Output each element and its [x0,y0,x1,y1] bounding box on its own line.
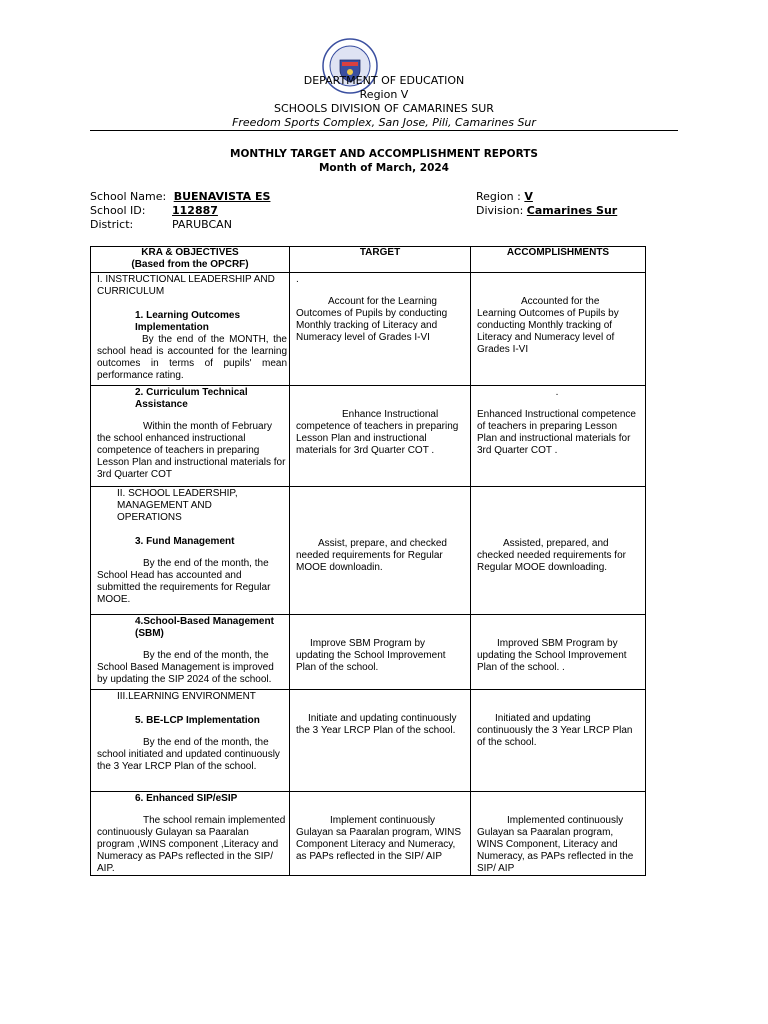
accomplishment-cell [471,386,645,457]
kra-objective: By the end of the MONTH, the school head is accounted for the learning outcomes in terms of pupils' mean performance rating. [97,334,287,381]
table-header-row [91,247,646,273]
region-line [476,190,533,204]
district-label: District: [90,218,134,231]
kra-header [91,247,290,273]
division-name: SCHOOLS DIVISION OF CAMARINES SUR [274,102,494,115]
accomplishment-cell [471,690,645,749]
school-name-value: BUENAVISTA ES [173,190,271,203]
accomplishment-text: Implemented continuously Gulayan sa Paaralan program, WINS Component, Literacy and Numeracy, as PAPs reflected in the SIP/ AIP [477,815,634,874]
kra-objective: By the end of the month, the School Based Management is improved by updating the SIP 2024 of the school. [97,650,274,685]
kra-cell [91,792,289,875]
table-row [91,386,646,487]
school-name-line [90,190,270,204]
target-text: Improve SBM Program by updating the School Improvement Plan of the school. [296,638,446,673]
kra-cell [91,690,289,773]
target-text: Initiate and updating continuously the 3 Year LRCP Plan of the school. [296,713,457,736]
accomplishment-cell [471,487,645,574]
table-row [91,690,646,792]
target-text: Enhance Instructional competence of teachers in preparing Lesson Plan and instructional materials for 3rd Quarter COT . [296,409,459,456]
kra-header-line2: (Based from the OPCRF) [131,259,249,270]
kra-objective: By the end of the month, the School Head has accounted and submitted the requirements for Regular MOOE. [97,558,271,605]
target-cell [290,487,470,574]
kra-heading: 5. BE-LCP Implementation [135,715,260,726]
report-month: Month of March, 2024 [318,162,449,174]
table-row [91,615,646,690]
section-title: II. SCHOOL LEADERSHIP, MANAGEMENT AND OPERATIONS [117,488,238,523]
school-id-label: School ID: [90,204,146,217]
accomplishment-mark: . [555,387,559,398]
division-label: Division: [476,204,524,217]
school-name-label: School Name: [90,190,167,203]
kra-heading: 6. Enhanced SIP/eSIP [135,793,238,804]
kra-heading: 2. Curriculum Technical Assistance [135,387,248,410]
accomplishment-cell [471,792,645,875]
target-text: Implement continuously Gulayan sa Paaralan program, WINS Component Literacy and Numeracy, as PAPs reflected in the SIP/ AIP [296,815,462,862]
district-line [90,218,232,232]
section-title: I. INSTRUCTIONAL LEADERSHIP AND CURRICULUM [97,274,275,297]
department-name: DEPARTMENT OF EDUCATION [303,74,465,87]
kra-cell [91,273,289,382]
target-text: Assist, prepare, and checked needed requirements for Regular MOOE downloadin. [296,538,447,573]
kra-objective: The school remain implemented continuously Gulayan sa Paaralan program ,WINS component ,Literacy and Numeracy as PAPs reflected in the SIP/ AIP. [97,815,286,874]
section-title: III.LEARNING ENVIRONMENT [117,691,256,702]
school-id-value: 112887 [172,204,218,217]
target-cell [290,792,470,863]
school-id-line [90,204,218,218]
table-row [91,792,646,876]
accomplishment-text: Enhanced Instructional competence of teachers in preparing Lesson Plan and instructional materials for 3rd Quarter COT . [477,409,636,456]
target-mark: . [296,274,299,285]
kra-cell [91,386,289,481]
division-value: Camarines Sur [526,204,618,217]
header-divider [90,130,678,131]
kra-cell [91,487,289,606]
accomplishments-header: ACCOMPLISHMENTS [471,247,646,273]
report-table [90,246,646,876]
region-name: Region V [359,88,409,101]
division-line [476,204,617,218]
kra-heading: 4.School-Based Management (SBM) [135,616,274,639]
accomplishment-cell [471,615,645,674]
division-address: Freedom Sports Complex, San Jose, Pili, Camarines Sur [232,116,536,129]
report-title: MONTHLY TARGET AND ACCOMPLISHMENT REPORTS [230,148,538,160]
accomplishment-text: Assisted, prepared, and checked needed requirements for Regular MOOE downloading. [477,538,626,573]
target-text: Account for the Learning Outcomes of Pupils by conducting Monthly tracking of Literacy and Numeracy level of Grades I-VI [296,296,448,343]
accomplishment-text: Improved SBM Program by updating the School Improvement Plan of the school. . [477,638,627,673]
target-header: TARGET [290,247,471,273]
kra-heading: 3. Fund Management [135,536,235,547]
target-cell [290,386,470,457]
target-cell [290,615,470,674]
kra-objective: Within the month of February the school enhanced instructional competence of teachers in preparing Lesson Plan and instructional materials for 3rd Quarter COT [97,421,286,480]
accomplishment-cell [471,273,645,356]
table-row [91,487,646,615]
kra-header-line1: KRA & OBJECTIVES [141,247,239,258]
accomplishment-text: Accounted for the Learning Outcomes of Pupils by conducting Monthly tracking of Literacy and Numeracy level of Grades I-VI [477,296,619,355]
table-row [91,273,646,386]
kra-heading: 1. Learning Outcomes Implementation [135,310,241,333]
accomplishment-text: Initiated and updating continuously the 3 Year LRCP Plan of the school. [477,713,633,748]
kra-objective: By the end of the month, the school initiated and updated continuously the 3 Year LRCP Plan of the school. [97,737,280,772]
district-value: PARUBCAN [172,218,232,231]
kra-cell [91,615,289,686]
target-cell [290,690,470,737]
region-label: Region : [476,190,521,203]
target-cell [290,273,470,344]
region-value: V [524,190,533,203]
